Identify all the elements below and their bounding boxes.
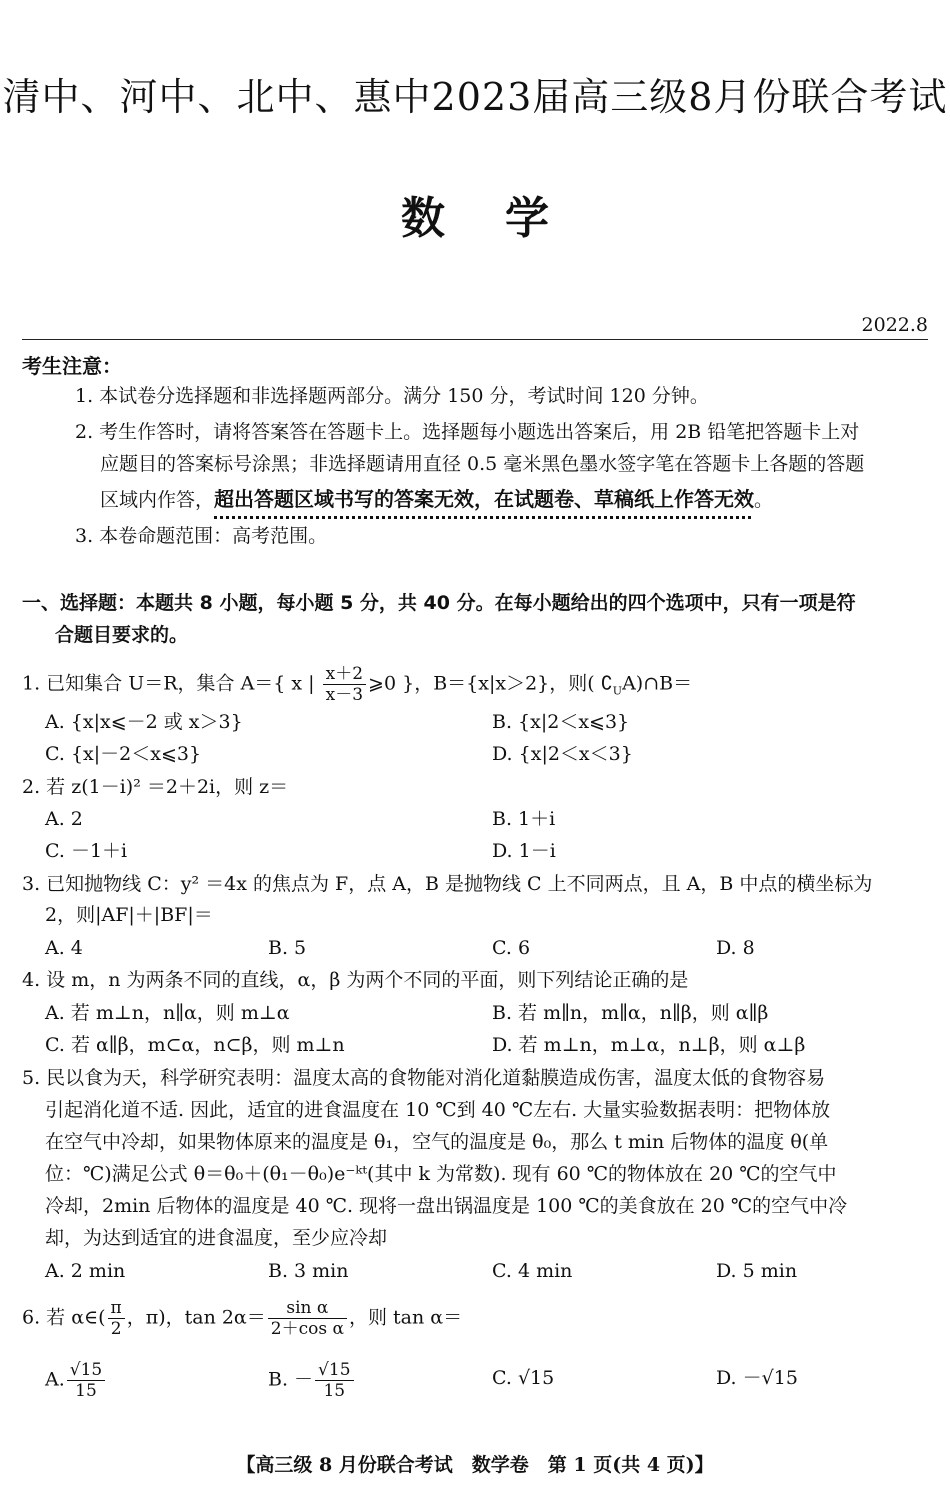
question-3-line-2: 2，则|AF|＋|BF|＝ [45,904,213,926]
notice-emphasis: 超出答题区域书写的答案无效，在试题卷、草稿纸上作答无效 [214,487,755,511]
q6-b-fraction [315,1360,353,1401]
question-5-line-6: 却，为达到适宜的进食温度，至少应冷却 [45,1227,388,1249]
q1-sub-u: U [612,684,623,698]
q6-a-num: √15 [67,1360,105,1381]
q3-option-d: D. 8 [716,937,755,959]
subject-title: 数学 [401,193,609,244]
q2-option-d: D. 1－i [492,840,556,862]
q6-pre: 6. 若 α∈( [22,1306,106,1329]
q3-option-a: A. 4 [45,937,83,959]
q1-post: ，B＝{x|x＞2}，则( ∁ [414,672,613,695]
header-divider [22,339,928,340]
exam-date: 2022.8 [861,314,928,336]
q1-ge0: ⩾0 } [368,672,415,695]
q6-pi-fraction [108,1298,125,1339]
q1-option-d: D. {x|2＜x＜3} [492,743,633,765]
question-5-line-1: 5. 民以食为天，科学研究表明：温度太高的食物能对消化道黏膜造成伤害，温度太低的食物容易 [22,1067,826,1089]
q6-a-den: 15 [75,1381,97,1401]
q2-option-a: A. 2 [45,808,83,830]
q6-option-c: C. √15 [492,1367,555,1389]
q1-pre: 1. 已知集合 U＝R，集合 A＝ [22,672,274,695]
q5-option-b: B. 3 min [268,1260,349,1282]
q6-option-b [268,1360,356,1401]
q6-b-num: √15 [315,1360,353,1381]
q2-option-b: B. 1＋i [492,808,556,830]
q5-option-d: D. 5 min [716,1260,798,1282]
notice-item-2-line-2: 应题目的答案标号涂黑；非选择题请用直径 0.5 毫米黑色墨水签字笔在答题卡上各题的答题 [100,453,865,475]
notice-item-3: 3. 本卷命题范围：高考范围。 [75,525,328,547]
notice-item-2-line-1: 2. 考生作答时，请将答案答在答题卡上。选择题每小题选出答案后，用 2B 铅笔把答题卡上对 [75,421,860,443]
q1-option-b: B. {x|2＜x⩽3} [492,711,630,733]
notice-item-2-line-3 [100,484,773,515]
notice-item-2-line-3-start: 区域内作答， [100,489,215,511]
q3-option-b: B. 5 [268,937,307,959]
question-5-line-2: 引起消化道不适. 因此，适宜的进食温度在 10 ℃到 40 ℃左右. 大量实验数据表明：把物体放 [45,1099,831,1121]
q4-option-a: A. 若 m⊥n，n∥α，则 m⊥α [45,1002,290,1024]
q1-frac-num: x＋2 [323,664,366,685]
q1-post2: A)∩B＝ [622,672,693,695]
question-4-stem: 4. 设 m，n 为两条不同的直线，α，β 为两个不同的平面，则下列结论正确的是 [22,969,689,991]
q5-option-a: A. 2 min [45,1260,126,1282]
q2-option-c: C. －1＋i [45,840,128,862]
question-6-stem [22,1298,462,1339]
q6-b-label: B. － [268,1368,314,1391]
notice-item-2-line-3-end: 。 [754,489,774,511]
section-1-heading-line-1: 一、选择题：本题共 8 小题，每小题 5 分，共 40 分。在每小题给出的四个选项中，只有一项是符 [22,592,856,614]
q6-option-a [45,1360,107,1401]
q6-b-den: 15 [323,1381,346,1401]
q1-option-a: A. {x|x⩽－2 或 x＞3} [45,711,243,733]
q1-option-c: C. {x|－2＜x⩽3} [45,743,202,765]
q6-pi-num: π [108,1298,125,1319]
q6-a-label: A. [45,1368,65,1391]
q3-option-c: C. 6 [492,937,531,959]
q4-option-c: C. 若 α∥β，m⊂α，n⊂β，则 m⊥n [45,1034,345,1056]
q1-set-open: { x | [273,672,315,695]
q5-option-c: C. 4 min [492,1260,573,1282]
section-1-heading-line-2: 合题目要求的。 [55,624,189,646]
q6-a-fraction [67,1360,105,1401]
question-5-line-3: 在空气中冷却，如果物体原来的温度是 θ₁，空气的温度是 θ₀，那么 t min 后物体的温度 θ(单 [45,1131,829,1153]
q4-option-d: D. 若 m⊥n，m⊥α，n⊥β，则 α⊥β [492,1034,806,1056]
question-2-stem: 2. 若 z(1－i)² ＝2＋2i，则 z＝ [22,776,289,798]
notice-title: 考生注意： [22,354,122,378]
q6-frac-num: sin α [268,1298,347,1319]
q6-pi-den: 2 [110,1319,122,1339]
question-3-line-1: 3. 已知抛物线 C：y² ＝4x 的焦点为 F，点 A，B 是抛物线 C 上不同两点，且 A，B 中点的横坐标为 [22,873,873,895]
question-1-stem [22,664,692,706]
question-5-line-4: 位：℃)满足公式 θ＝θ₀＋(θ₁－θ₀)e⁻ᵏᵗ(其中 k 为常数). 现有 60 ℃的物体放在 20 ℃的空气中 [45,1163,837,1185]
q6-post: ，则 tan α＝ [348,1306,463,1329]
q6-mid: ，π)，tan 2α＝ [126,1306,266,1329]
page-footer: 【高三级 8 月份联合考试 数学卷 第 1 页(共 4 页)】 [236,1454,714,1476]
q6-option-d: D. －√15 [716,1367,798,1389]
q1-fraction [323,664,366,705]
q6-frac-den: 2＋cos α [270,1319,344,1339]
q6-tan-fraction [268,1298,347,1339]
q1-frac-den: x－3 [325,685,364,705]
exam-title: 清中、河中、北中、惠中2023届高三级8月份联合考试 [2,75,948,119]
q4-option-b: B. 若 m∥n，m∥α，n∥β，则 α∥β [492,1002,769,1024]
question-5-line-5: 冷却，2min 后物体的温度是 40 ℃. 现将一盘出锅温度是 100 ℃的美食放在 20 ℃的空气中冷 [45,1195,848,1217]
notice-item-1: 1. 本试卷分选择题和非选择题两部分。满分 150 分，考试时间 120 分钟。 [75,385,709,407]
